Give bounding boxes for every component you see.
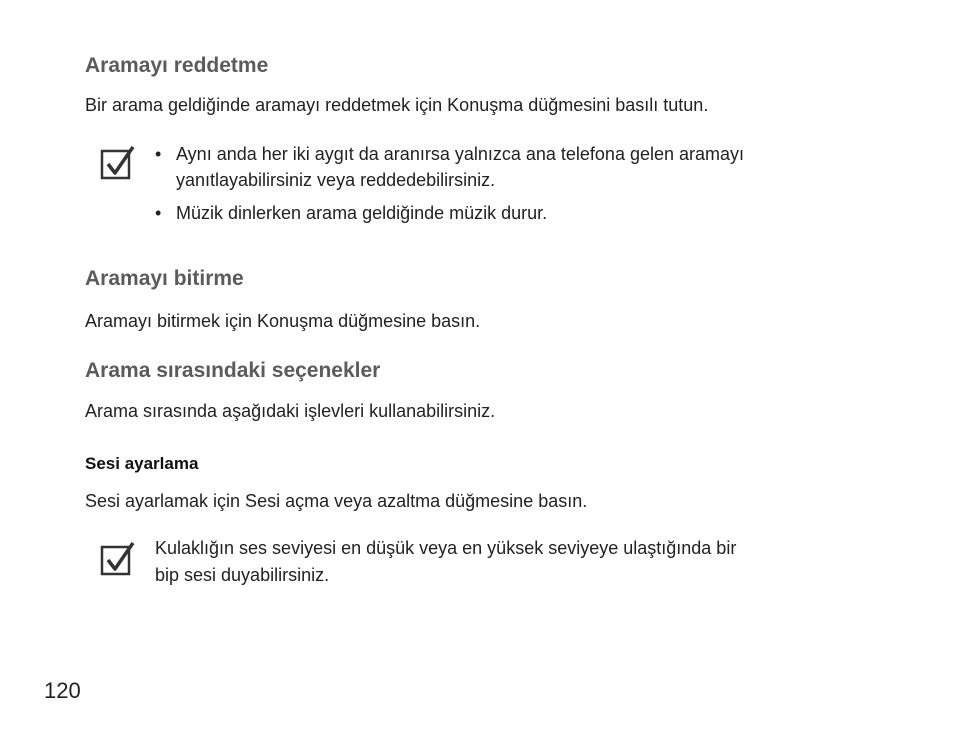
note-bullet-2: Müzik dinlerken arama geldiğinde müzik durur. — [176, 203, 548, 223]
note-bullet-1-line-2: yanıtlayabilirsiniz veya reddedebilirsiniz. — [176, 170, 496, 190]
note-volume-line-1: Kulaklığın ses seviyesi en düşük veya en yüksek seviyeye ulaştığında bir — [155, 538, 737, 558]
bullet-dot: • — [155, 144, 162, 164]
checkbox-note-icon — [100, 541, 136, 577]
text-reject-call: Bir arama geldiğinde aramayı reddetmek için Konuşma düğmesini basılı tutun. — [85, 95, 709, 115]
heading-call-options: Arama sırasındaki seçenekler — [85, 359, 381, 382]
page-number: 120 — [44, 678, 81, 703]
bullet-dot: • — [155, 203, 162, 223]
text-end-call: Aramayı bitirmek için Konuşma düğmesine basın. — [85, 311, 481, 331]
text-adjust-volume: Sesi ayarlamak için Sesi açma veya azaltma düğmesine basın. — [85, 491, 588, 511]
text-call-options: Arama sırasında aşağıdaki işlevleri kullanabilirsiniz. — [85, 401, 496, 421]
heading-end-call: Aramayı bitirme — [85, 267, 244, 290]
subheading-adjust-volume: Sesi ayarlama — [85, 454, 199, 473]
note-bullet-1-line-1: Aynı anda her iki aygıt da aranırsa yalnızca ana telefona gelen aramayı — [176, 144, 745, 164]
checkbox-note-icon — [100, 145, 136, 181]
heading-reject-call: Aramayı reddetme — [85, 54, 269, 77]
note-volume-line-2: bip sesi duyabilirsiniz. — [155, 565, 330, 585]
